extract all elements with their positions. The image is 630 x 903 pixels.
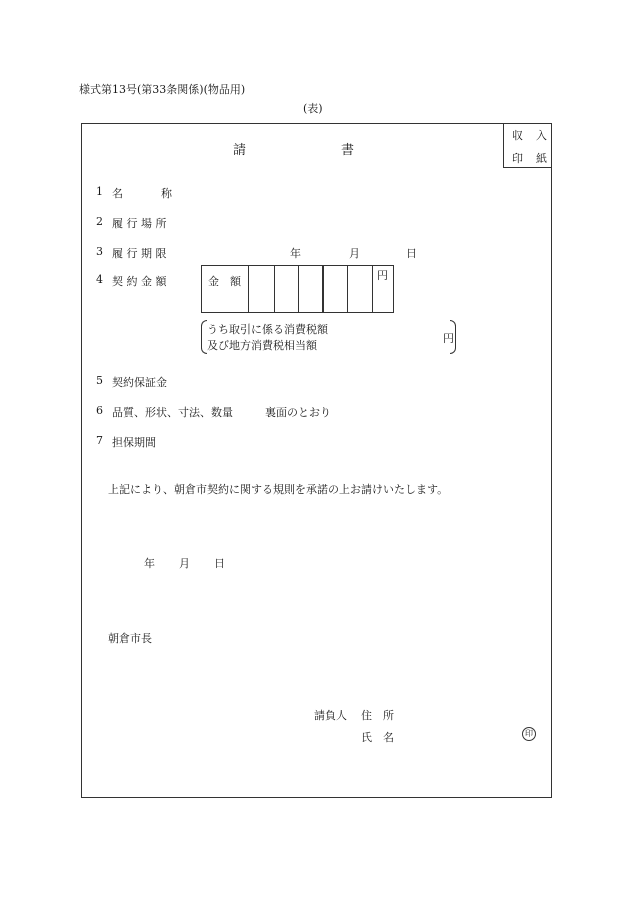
- amount-cell-line: [322, 266, 324, 312]
- amount-unit: 円: [377, 269, 388, 282]
- date-year: 年: [144, 557, 155, 570]
- form-number: 様式第13号(第33条関係)(物品用): [79, 83, 246, 96]
- seal-mark: 印: [522, 727, 536, 741]
- item-value: 裏面のとおり: [265, 406, 331, 419]
- contractor-role: 請負人: [314, 709, 347, 722]
- item-label: 履 行 場 所: [112, 217, 167, 230]
- addressee: 朝倉市長: [108, 632, 152, 645]
- amount-label: 金 額: [208, 275, 241, 288]
- date-day: 日: [214, 557, 225, 570]
- item-label: 名: [112, 187, 123, 200]
- amount-cell-line: [248, 266, 249, 312]
- amount-cell-line: [298, 266, 299, 312]
- title-char: 書: [341, 143, 355, 158]
- item-label: 担保期間: [112, 436, 156, 449]
- deadline-year: 年: [290, 247, 301, 260]
- amount-cell-line: [347, 266, 348, 312]
- deadline-month: 月: [349, 247, 360, 260]
- tax-label: 及び地方消費税相当額: [207, 339, 317, 352]
- name-label: 氏 名: [361, 731, 394, 744]
- item-number: 5: [96, 374, 103, 387]
- tax-unit: 円: [443, 332, 454, 345]
- title-char: 請: [233, 143, 247, 158]
- amount-cell-line: [372, 266, 373, 312]
- stamp-char: 入: [536, 129, 547, 142]
- statement-text: 上記により、朝倉市契約に関する規則を承諾の上お請けいたします。: [108, 483, 449, 496]
- deadline-day: 日: [406, 247, 417, 260]
- tax-label: うち取引に係る消費税額: [207, 323, 328, 336]
- side-label: (表): [303, 102, 323, 115]
- stamp-char: 印: [512, 152, 523, 165]
- item-label: 称: [161, 187, 172, 200]
- item-label: 品質、形状、寸法、数量: [112, 406, 233, 419]
- item-number: 6: [96, 404, 103, 417]
- item-number: 1: [96, 185, 103, 198]
- stamp-char: 紙: [536, 152, 547, 165]
- amount-cell-line: [274, 266, 275, 312]
- stamp-char: 収: [512, 129, 523, 142]
- item-number: 2: [96, 215, 103, 228]
- date-month: 月: [179, 557, 190, 570]
- item-number: 3: [96, 245, 103, 258]
- item-label: 履 行 期 限: [112, 247, 167, 260]
- item-label: 契約保証金: [112, 376, 167, 389]
- item-number: 7: [96, 434, 103, 447]
- address-label: 住 所: [361, 709, 394, 722]
- item-number: 4: [96, 273, 103, 286]
- item-label: 契 約 金 額: [112, 275, 167, 288]
